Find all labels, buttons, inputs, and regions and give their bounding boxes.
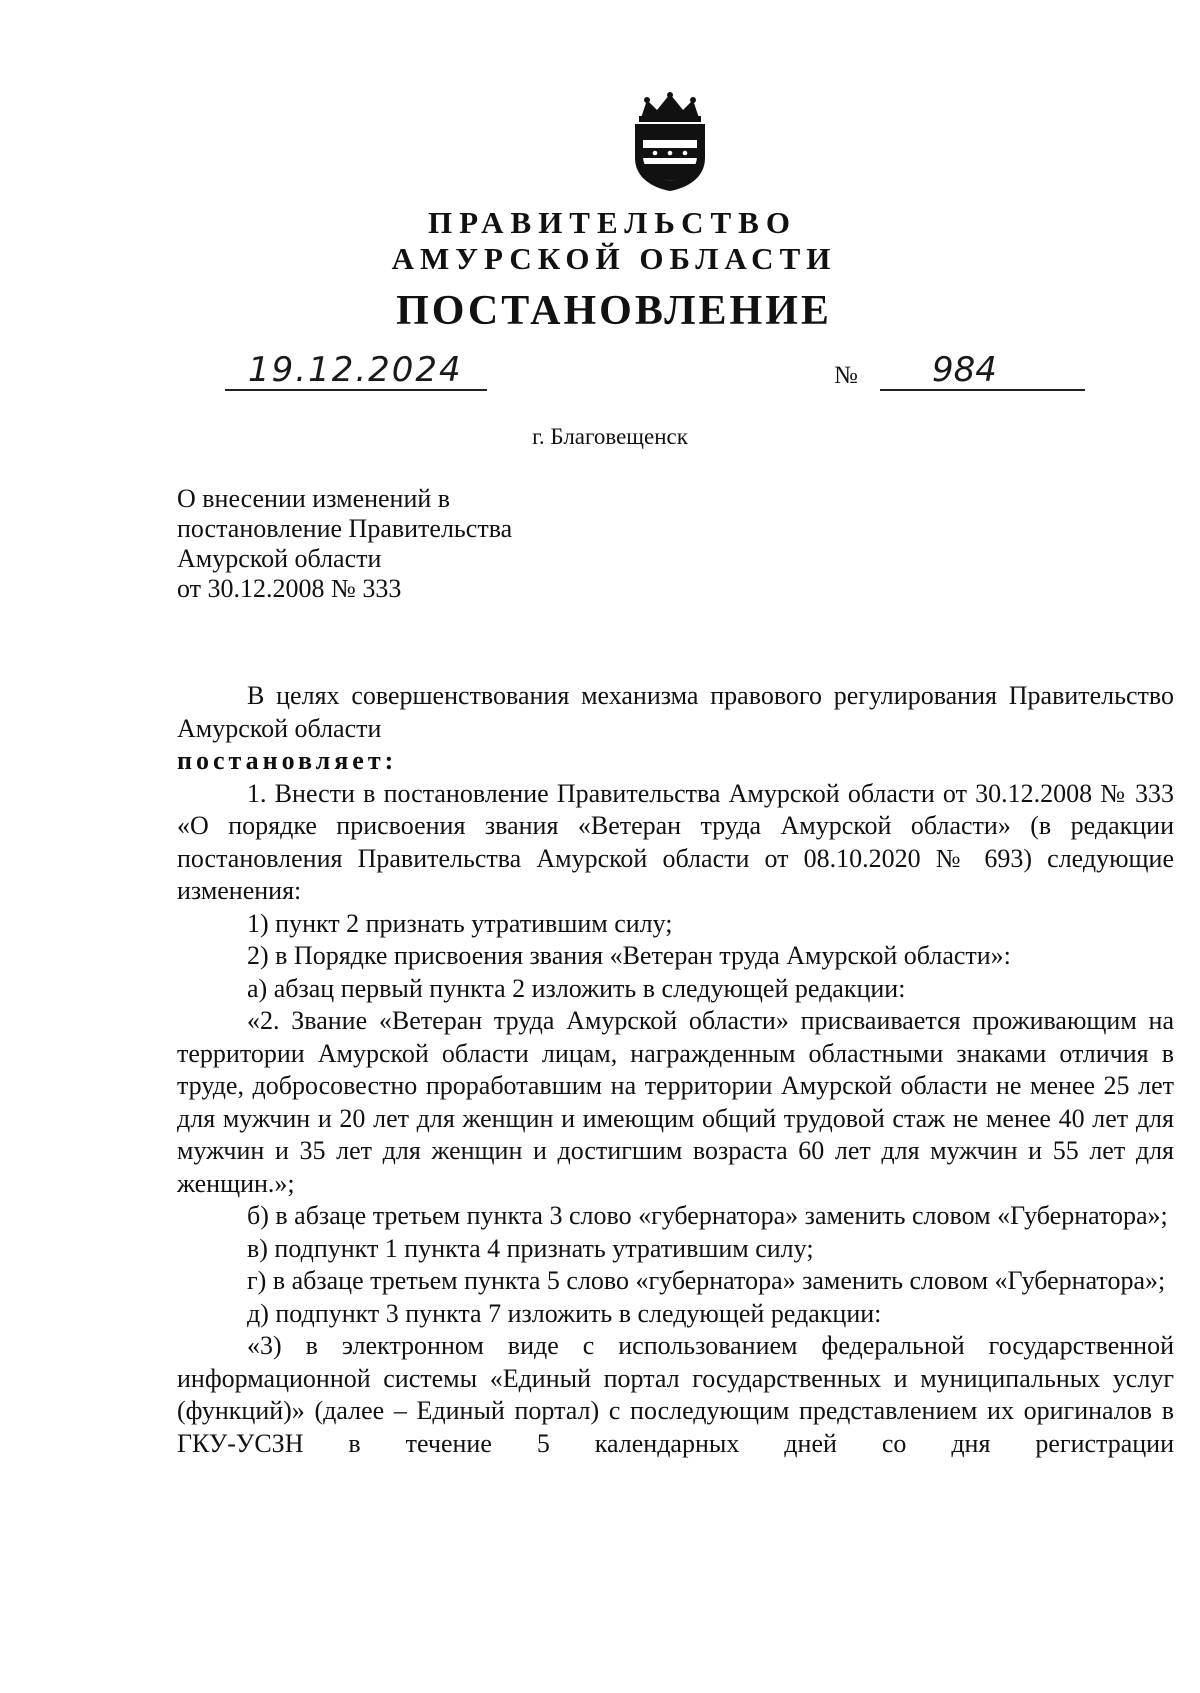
paragraph: г) в абзаце третьем пункта 5 слово «губернатора» заменить словом «Губернатора»; (247, 1266, 1166, 1295)
subject-line: О внесении изменений в (177, 484, 451, 513)
preamble: В целях совершенствования механизма правового регулирования Правительство Амурской области (177, 681, 1174, 743)
paragraph: в) подпункт 1 пункта 4 признать утратившим силу; (247, 1233, 814, 1263)
government-title: ПРАВИТЕЛЬСТВО (428, 205, 797, 240)
resolve-word: постановляет: (177, 746, 398, 775)
paragraph: «3) в электронном виде с использованием федеральной государственной информационной системы «Единый портал государственных и муниципальных услуг (функций)» (далее – Единый портал) с последующим представлением их оригиналов в ГКУ-УСЗН в течение 5 календарных дней со дня регистрации (177, 1331, 1174, 1458)
document-number: 984 (932, 350, 997, 390)
document-type: ПОСТАНОВЛЕНИЕ (396, 288, 832, 334)
paragraph: а) абзац первый пункта 2 изложить в следующей редакции: (247, 973, 906, 1003)
paragraph: «2. Звание «Ветеран труда Амурской области» присваивается проживающим на территории Амурской области лицам, награжденным областными знаками отличия в труде, добросовестно проработавшим на территории Амурской области не менее 25 лет для мужчин и 20 лет для женщин и имеющим общий трудовой стаж не менее 40 лет для мужчин и 35 лет для женщин и достигшим возраста 60 лет для мужчин и 55 лет для женщин.»; (177, 1006, 1174, 1198)
coat-of-arms-icon (627, 92, 713, 192)
document-date: 19.12.2024 (248, 350, 463, 390)
date-underline (225, 389, 487, 391)
number-label: № (834, 362, 858, 389)
document-subject (177, 484, 512, 604)
subject-line: от 30.12.2008 № 333 (177, 574, 402, 603)
paragraph: 2) в Порядке присвоения звания «Ветеран труда Амурской области»: (247, 941, 1011, 970)
subject-line: постановление Правительства (177, 514, 513, 543)
paragraph: 1) пункт 2 признать утратившим силу; (247, 908, 673, 938)
paragraph: д) подпункт 3 пункта 7 изложить в следующей редакции: (247, 1298, 882, 1328)
city-name: г. Благовещенск (532, 424, 688, 449)
subject-line: Амурской области (177, 544, 382, 573)
number-underline (880, 389, 1085, 391)
paragraph: 1. Внести в постановление Правительства Амурской области от 30.12.2008 № 333 «О порядке присвоения звания «Ветеран труда Амурской области» (в редакции постановления Правительства Амурской области от 08.10.2020 № 693) следующие изменения: (177, 778, 1174, 905)
paragraph: б) в абзаце третьем пункта 3 слово «губернатора» заменить словом «Губернатора»; (247, 1201, 1168, 1230)
region-title: АМУРСКОЙ ОБЛАСТИ (391, 241, 837, 276)
document-body (177, 680, 1174, 1460)
